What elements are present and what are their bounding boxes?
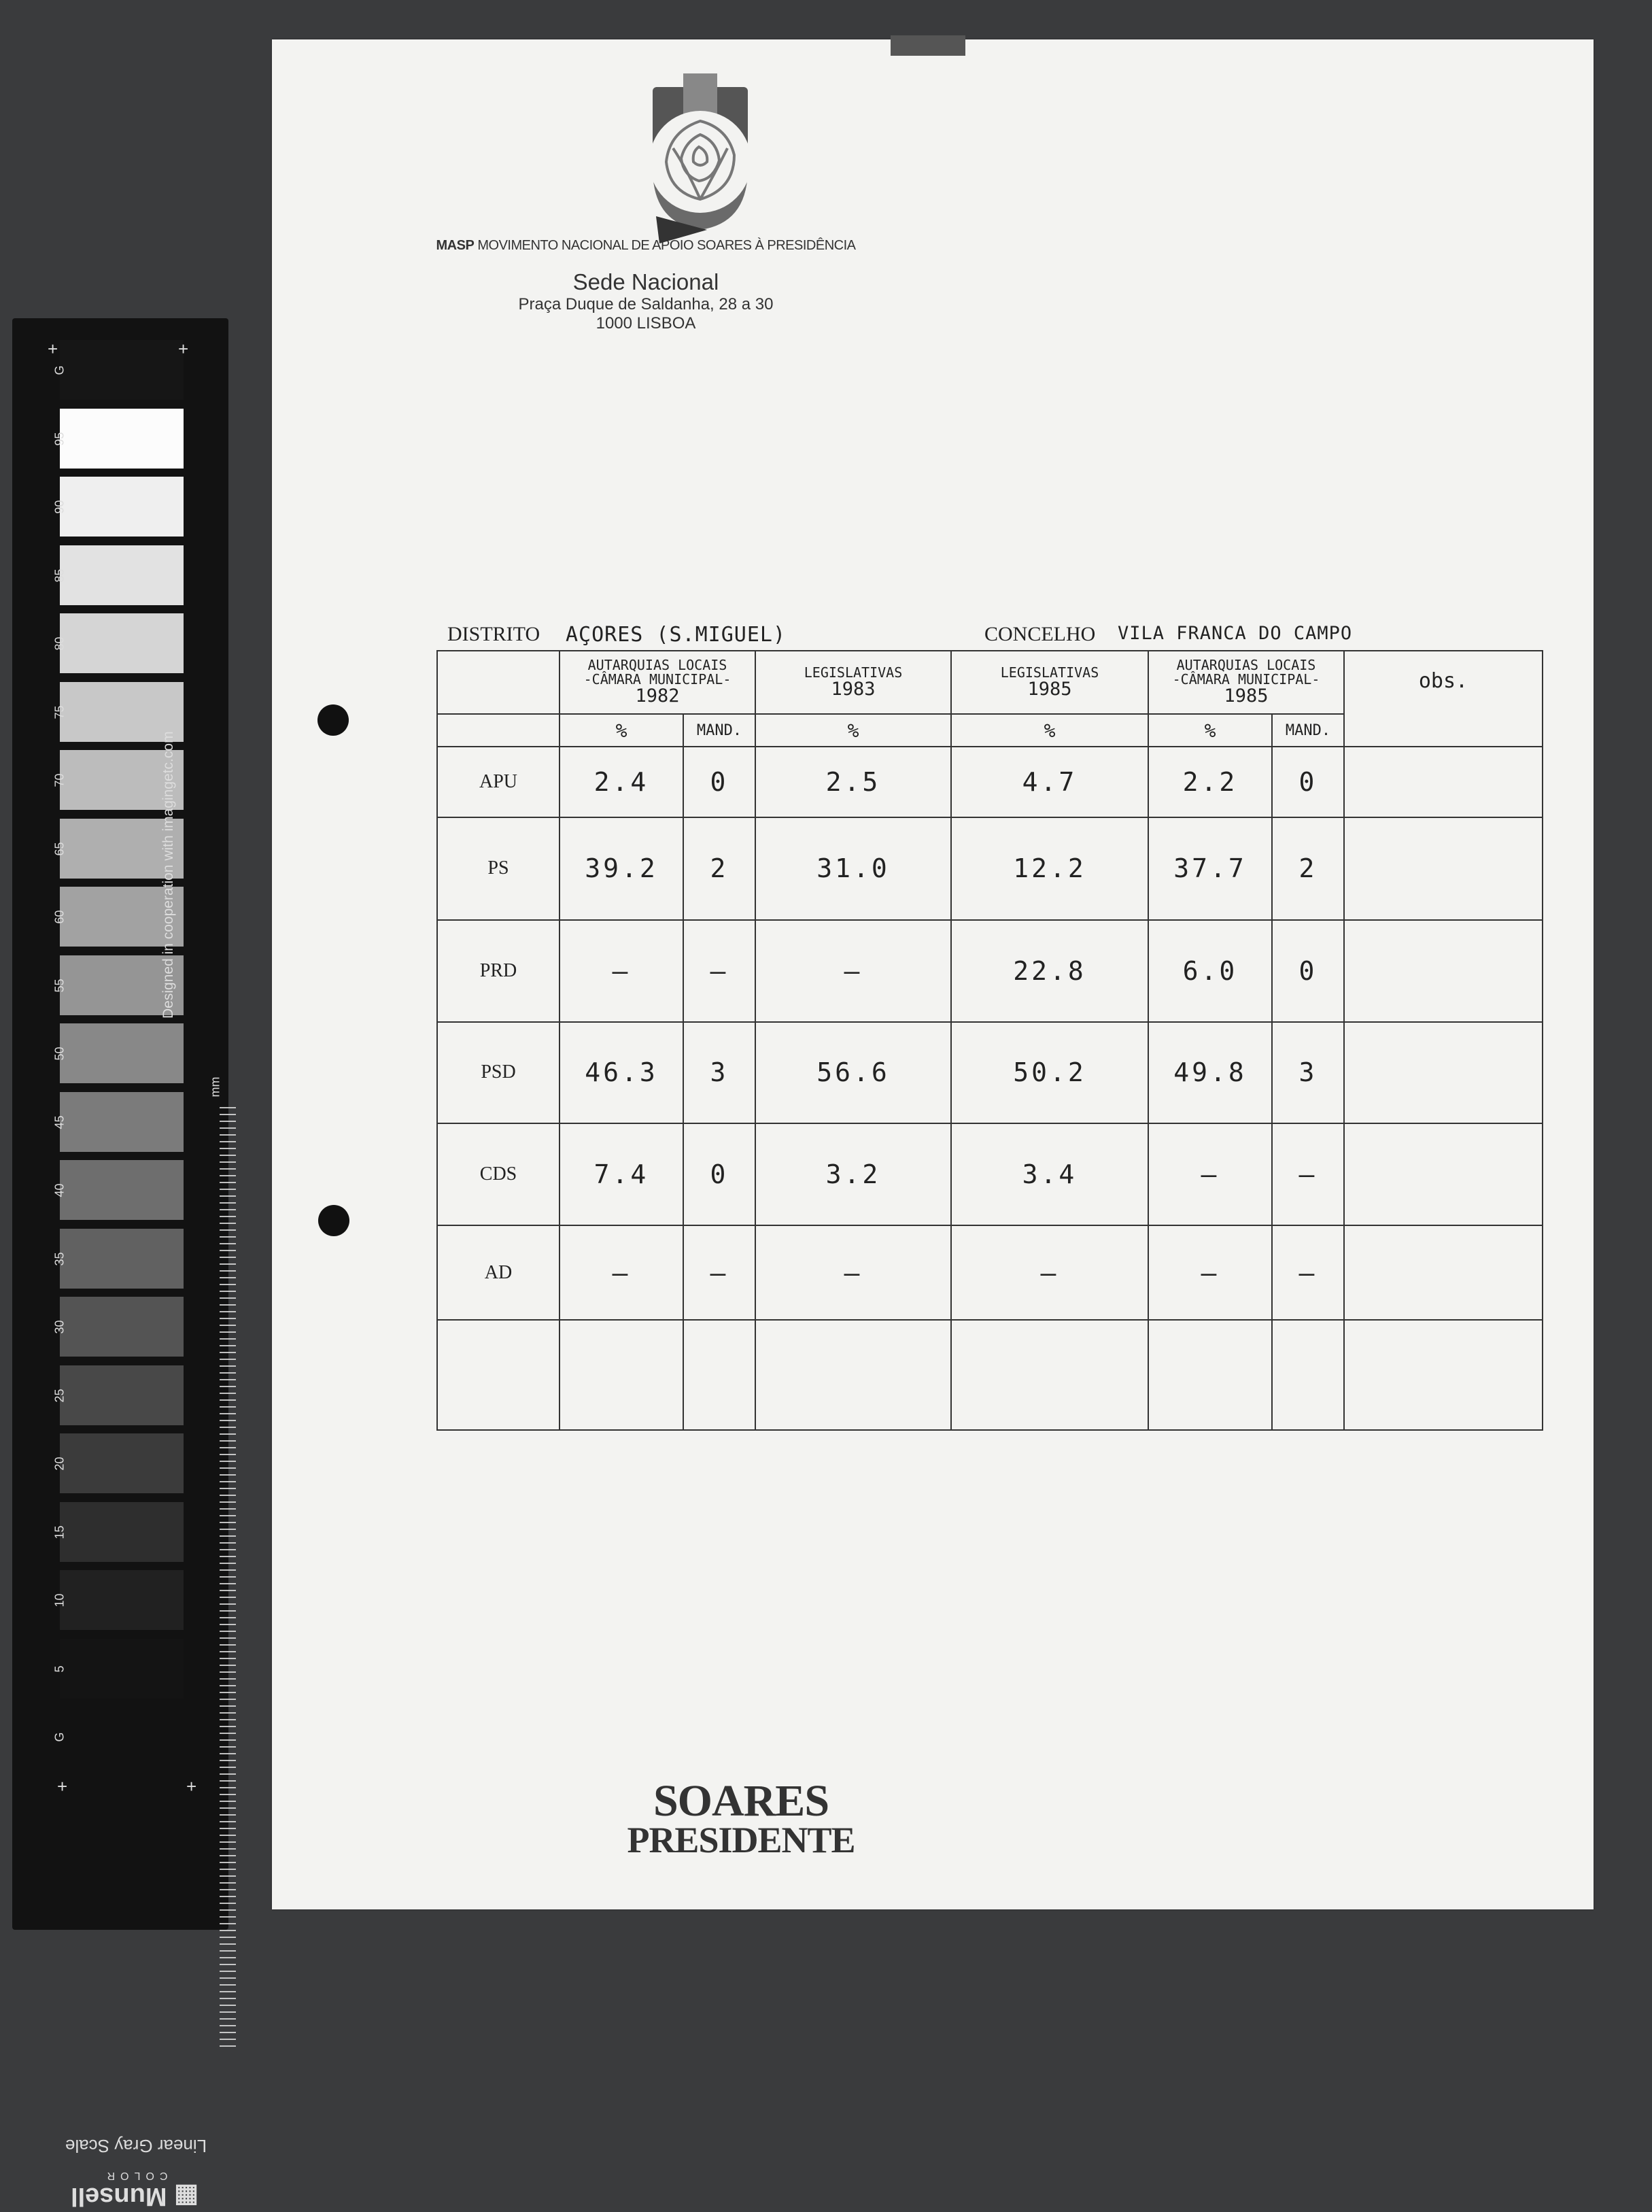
gray-scale-number: 75 <box>52 704 67 719</box>
value-cell: 56.6 <box>755 1022 951 1124</box>
gray-patch <box>60 1092 184 1152</box>
header-text: LEGISLATIVAS <box>804 664 903 681</box>
header-year: 1985 <box>1027 678 1072 700</box>
value-cell: 3.4 <box>951 1123 1148 1225</box>
address-block <box>476 269 816 333</box>
table-row <box>437 1225 1543 1320</box>
empty-cell <box>1344 1320 1543 1430</box>
subheader-pct: % <box>1148 714 1272 747</box>
value-cell: 3.2 <box>755 1123 951 1225</box>
mandate-cell: 0 <box>1272 920 1344 1022</box>
document-sheet <box>272 39 1594 1909</box>
value-cell: 2.2 <box>1148 747 1272 817</box>
empty-cell <box>683 1320 755 1430</box>
value-cell: — <box>560 920 683 1022</box>
value-cell: 37.7 <box>1148 817 1272 921</box>
party-cell: AD <box>437 1225 560 1320</box>
value-cell: 7.4 <box>560 1123 683 1225</box>
plus-mark: + <box>57 1776 68 1797</box>
scale-title: Linear Gray Scale <box>65 2136 207 2156</box>
value-cell: 50.2 <box>951 1022 1148 1124</box>
brand-sub: COLOR <box>101 2170 168 2181</box>
obs-cell <box>1344 1123 1543 1225</box>
brand-name: Munsell <box>71 2182 167 2211</box>
header-text: -CÂMARA MUNICIPAL- <box>1172 671 1320 688</box>
gray-scale-number: 50 <box>52 1047 67 1061</box>
distrito-value: AÇORES (S.MIGUEL) <box>566 623 787 647</box>
mandate-cell: 3 <box>683 1022 755 1124</box>
organization-name <box>421 238 870 254</box>
table-row <box>437 747 1543 817</box>
value-cell: 12.2 <box>951 817 1148 921</box>
value-cell: — <box>560 1225 683 1320</box>
party-cell: CDS <box>437 1123 560 1225</box>
table-row <box>437 1022 1543 1124</box>
value-cell: 46.3 <box>560 1022 683 1124</box>
gray-patch <box>60 1297 184 1357</box>
mandate-cell: 0 <box>683 747 755 817</box>
obs-cell <box>1344 920 1543 1022</box>
scale-unit: mm <box>208 1076 222 1098</box>
gray-scale-number: 5 <box>52 1665 67 1673</box>
gray-scale-number: 55 <box>52 978 67 993</box>
table-header-row <box>437 651 1543 714</box>
empty-cell <box>1272 1320 1344 1430</box>
obs-cell <box>1344 1022 1543 1124</box>
subheader-pct: % <box>951 714 1148 747</box>
gray-scale-number: 65 <box>52 841 67 856</box>
distrito-label: DISTRITO <box>447 623 540 645</box>
mandate-cell: 0 <box>683 1123 755 1225</box>
value-cell: 31.0 <box>755 817 951 921</box>
gray-scale-number: G <box>52 1732 67 1742</box>
address-line-1: Praça Duque de Saldanha, 28 a 30 <box>518 294 774 313</box>
value-cell: — <box>951 1225 1148 1320</box>
mandate-cell: 2 <box>1272 817 1344 921</box>
party-cell: PSD <box>437 1022 560 1124</box>
subheader-pct: % <box>560 714 683 747</box>
header-autarquias-1982 <box>560 651 755 714</box>
plus-mark: + <box>178 339 189 359</box>
value-cell: — <box>1148 1225 1272 1320</box>
munsell-logo-icon: ▦ <box>174 2182 199 2211</box>
mandate-cell: 0 <box>1272 747 1344 817</box>
gray-scale-number: 90 <box>52 500 67 514</box>
gray-patch <box>60 409 184 469</box>
gray-patch <box>60 1707 184 1767</box>
empty-cell <box>560 1320 683 1430</box>
gray-scale-number: 10 <box>52 1593 67 1607</box>
gray-patch <box>60 1433 184 1493</box>
header-text: AUTARQUIAS LOCAIS <box>1176 657 1316 674</box>
obs-cell <box>1344 747 1543 817</box>
concelho-value: VILA FRANCA DO CAMPO <box>1118 623 1353 644</box>
value-cell: — <box>755 1225 951 1320</box>
header-obs: obs. <box>1344 651 1543 747</box>
scale-credit: Designed in cooperation with imagingetc.com <box>160 731 176 1019</box>
gray-scale-card <box>12 318 228 2211</box>
obs-cell <box>1344 1225 1543 1320</box>
gray-patch <box>60 340 184 400</box>
gray-patch <box>60 1023 184 1083</box>
header-corner-cell <box>437 651 560 714</box>
subheader-corner-cell <box>437 714 560 747</box>
gray-scale-number: 80 <box>52 636 67 651</box>
header-autarquias-1985 <box>1148 651 1344 714</box>
subheader-mand: MAND. <box>683 714 755 747</box>
gray-scale-number: 60 <box>52 910 67 924</box>
header-legislativas-1983 <box>755 651 951 714</box>
scale-brand <box>60 2169 209 2212</box>
org-full-name: MOVIMENTO NACIONAL DE APOIO SOARES À PRESIDÊNCIA <box>477 238 856 253</box>
mandate-cell: — <box>683 920 755 1022</box>
header-year: 1985 <box>1224 685 1269 707</box>
value-cell: 49.8 <box>1148 1022 1272 1124</box>
punch-hole <box>318 1205 349 1236</box>
gray-scale-number: 30 <box>52 1320 67 1334</box>
empty-cell <box>437 1320 560 1430</box>
header-year: 1983 <box>831 678 876 700</box>
sede-title: Sede Nacional <box>572 269 719 294</box>
mm-ruler <box>220 1107 236 2052</box>
gray-patch <box>60 1365 184 1425</box>
value-cell: 2.4 <box>560 747 683 817</box>
gray-patch <box>60 1160 184 1220</box>
mandate-cell: — <box>1272 1225 1344 1320</box>
party-cell: PS <box>437 817 560 921</box>
table-row <box>437 817 1543 921</box>
obs-cell <box>1344 817 1543 921</box>
gray-patch <box>60 1502 184 1562</box>
gray-patch <box>60 1570 184 1630</box>
paper-tab <box>891 35 965 56</box>
gray-scale-number: 20 <box>52 1457 67 1471</box>
header-year: 1982 <box>635 685 680 707</box>
gray-scale-number: 15 <box>52 1525 67 1539</box>
table-body <box>437 747 1543 1320</box>
mandate-cell: — <box>683 1225 755 1320</box>
concelho-label: CONCELHO <box>984 623 1096 645</box>
header-text: -CÂMARA MUNICIPAL- <box>583 671 732 688</box>
value-cell: 6.0 <box>1148 920 1272 1022</box>
party-cell: PRD <box>437 920 560 1022</box>
gray-scale-number: G <box>52 365 67 375</box>
party-cell: APU <box>437 747 560 817</box>
gray-patch <box>60 1639 184 1699</box>
gray-scale-number: 45 <box>52 1114 67 1129</box>
value-cell: 2.5 <box>755 747 951 817</box>
gray-scale-number: 25 <box>52 1388 67 1403</box>
gray-patch <box>60 477 184 537</box>
rose-emblem-icon <box>632 73 768 243</box>
plus-mark: + <box>186 1776 197 1797</box>
value-cell: — <box>1148 1123 1272 1225</box>
gray-patch <box>60 1229 184 1289</box>
value-cell: 4.7 <box>951 747 1148 817</box>
header-text: LEGISLATIVAS <box>1000 664 1099 681</box>
empty-cell <box>1148 1320 1272 1430</box>
value-cell: 22.8 <box>951 920 1148 1022</box>
header-legislativas-1985 <box>951 651 1148 714</box>
table-row <box>437 1123 1543 1225</box>
gray-scale-number: 95 <box>52 431 67 446</box>
address-line-2: 1000 LISBOA <box>596 313 696 333</box>
gray-scale-number: 35 <box>52 1251 67 1266</box>
table-row <box>437 920 1543 1022</box>
table-empty-row <box>437 1320 1543 1430</box>
subheader-pct: % <box>755 714 951 747</box>
campaign-logo <box>605 1776 877 1860</box>
punch-hole <box>317 704 349 736</box>
empty-cell <box>755 1320 951 1430</box>
gray-patch <box>60 545 184 605</box>
value-cell: 39.2 <box>560 817 683 921</box>
gray-scale-number: 40 <box>52 1183 67 1197</box>
election-results-table <box>436 650 1543 1431</box>
plus-mark: + <box>48 339 58 359</box>
logo-line-1: SOARES <box>653 1776 829 1826</box>
header-text: AUTARQUIAS LOCAIS <box>587 657 727 674</box>
value-cell: — <box>755 920 951 1022</box>
mandate-cell: 2 <box>683 817 755 921</box>
empty-cell <box>951 1320 1148 1430</box>
subheader-mand: MAND. <box>1272 714 1344 747</box>
logo-line-2: PRESIDENTE <box>627 1819 855 1860</box>
mandate-cell: — <box>1272 1123 1344 1225</box>
mandate-cell: 3 <box>1272 1022 1344 1124</box>
gray-scale-number: 85 <box>52 568 67 583</box>
gray-scale-number: 70 <box>52 773 67 787</box>
org-acronym: MASP <box>436 238 475 253</box>
